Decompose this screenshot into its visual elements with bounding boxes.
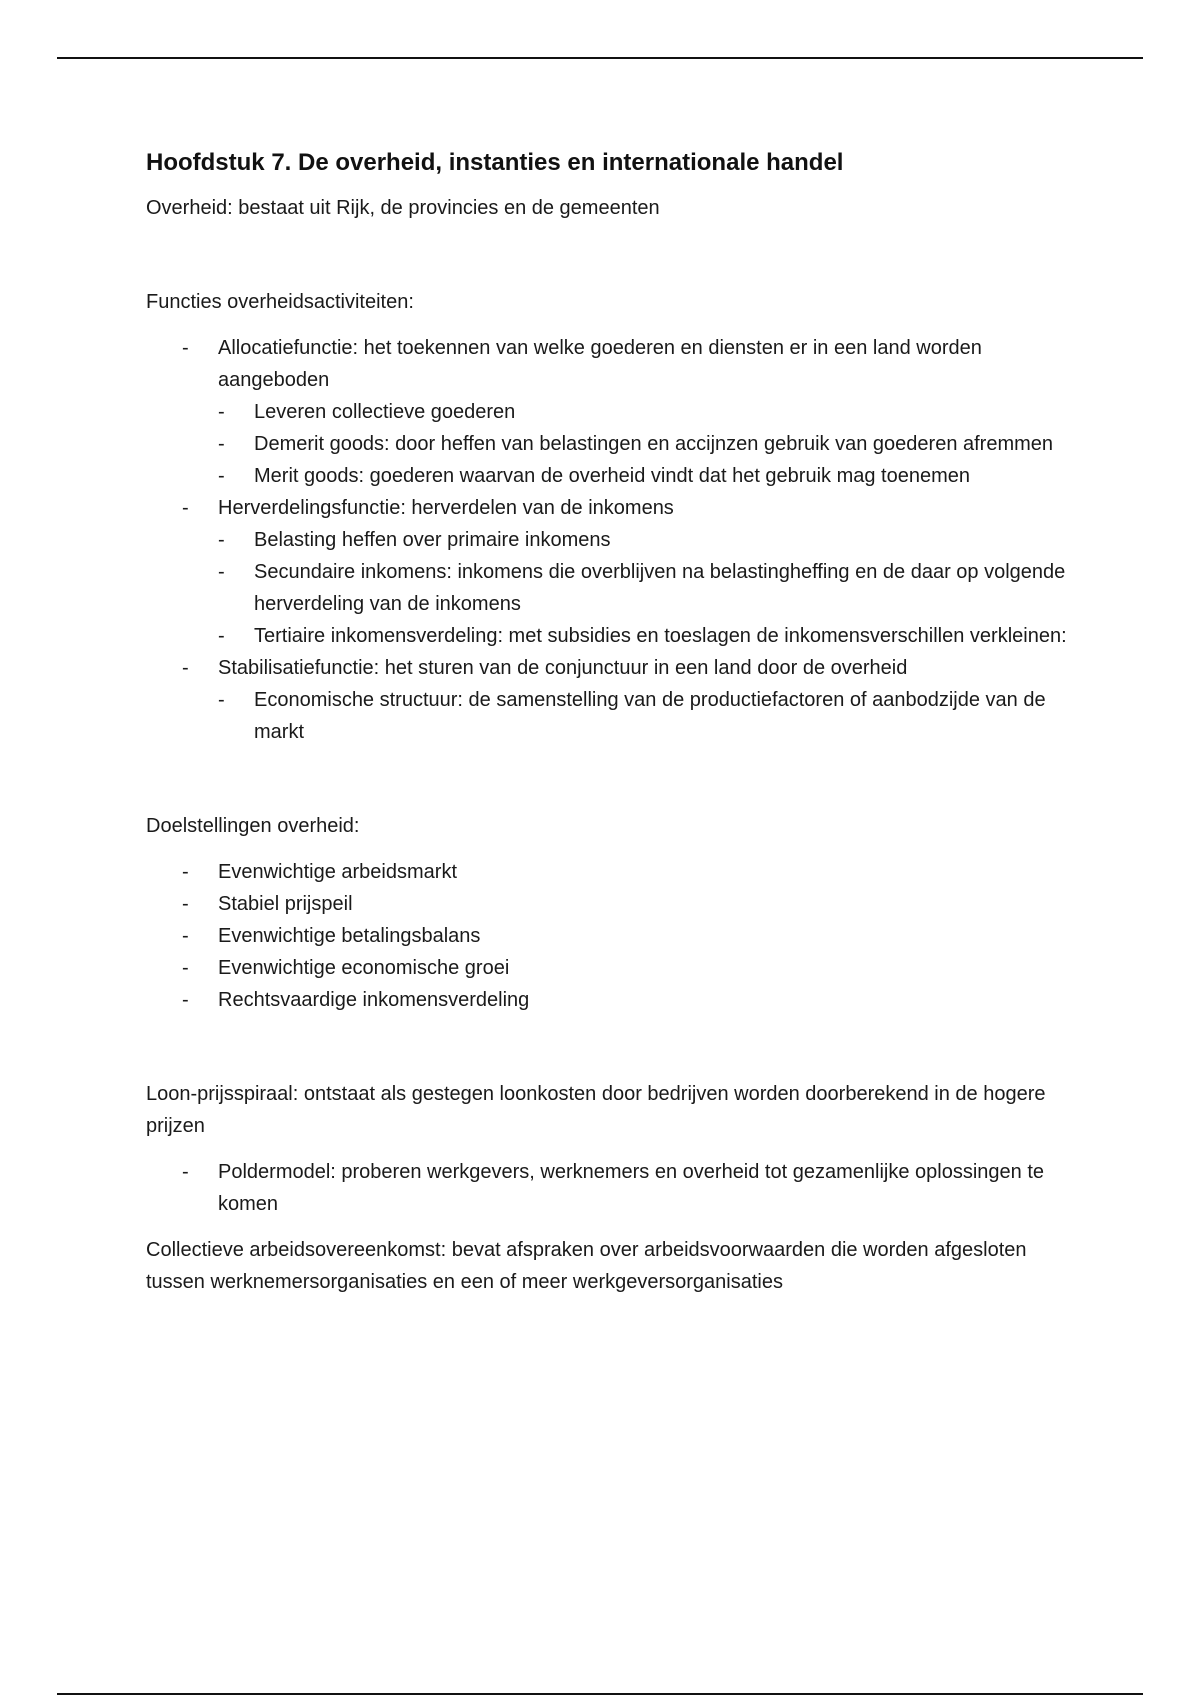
list-item-text: Rechtsvaardige inkomensverdeling xyxy=(218,989,530,1011)
cao-paragraph: Collectieve arbeidsovereenkomst: bevat afspraken over arbeidsvoorwaarden die worden afgesloten tussen werknemersorganisaties en een of meer werkgeversorganisaties xyxy=(146,1239,1027,1293)
sub-list-item-text: Merit goods: goederen waarvan de overheid vindt dat het gebruik mag toenemen xyxy=(254,465,971,487)
sub-list-item xyxy=(218,524,1076,556)
list-item xyxy=(146,332,1076,492)
list-item-text: Allocatiefunctie: het toekennen van welke goederen en diensten er in een land worden aangeboden xyxy=(218,337,982,391)
sub-list-item xyxy=(218,556,1076,620)
list-item-text: Herverdelingsfunctie: herverdelen van de inkomens xyxy=(218,497,674,519)
list-item-text: Stabilisatiefunctie: het sturen van de conjunctuur in een land door de overheid xyxy=(218,657,908,679)
dash-bullet: - xyxy=(218,689,225,711)
sub-list-item-text: Secundaire inkomens: inkomens die overblijven na belastingheffing en de daar op volgende herverdeling van de inkomens xyxy=(254,561,1066,615)
list-item xyxy=(146,888,1076,920)
list-item xyxy=(146,652,1076,748)
list-item-text: Evenwichtige economische groei xyxy=(218,957,510,979)
dash-bullet: - xyxy=(218,529,225,551)
intro-paragraph: Overheid: bestaat uit Rijk, de provincies en de gemeenten xyxy=(146,197,660,219)
list-item-text: Stabiel prijspeil xyxy=(218,893,353,915)
list-item xyxy=(146,920,1076,952)
list-item xyxy=(146,1156,1076,1220)
sub-list-item-text: Economische structuur: de samenstelling van de productiefactoren of aanbodzijde van de markt xyxy=(254,689,1046,743)
list-item-text: Evenwichtige betalingsbalans xyxy=(218,925,481,947)
sub-list-item xyxy=(218,460,1076,492)
dash-bullet: - xyxy=(218,465,225,487)
dash-bullet: - xyxy=(182,497,189,519)
sub-list-item-text: Belasting heffen over primaire inkomens xyxy=(254,529,611,551)
sub-list-item-text: Demerit goods: door heffen van belastingen en accijnzen gebruik van goederen afremmen xyxy=(254,433,1054,455)
page-title: Hoofdstuk 7. De overheid, instanties en internationale handel xyxy=(146,149,844,176)
sub-list xyxy=(218,684,1076,748)
loon-list xyxy=(146,1156,1076,1220)
sub-list-item xyxy=(218,428,1076,460)
sub-list xyxy=(218,524,1076,652)
functies-list xyxy=(146,332,1076,748)
dash-bullet: - xyxy=(182,893,189,915)
sub-list xyxy=(218,396,1076,492)
sub-list-item xyxy=(218,620,1076,652)
document-page xyxy=(146,146,1076,1298)
sub-list-item-text: Tertiaire inkomensverdeling: met subsidies en toeslagen de inkomensverschillen verkleinen: xyxy=(254,625,1067,647)
list-item-text: Poldermodel: proberen werkgevers, werknemers en overheid tot gezamenlijke oplossingen te komen xyxy=(218,1161,1044,1215)
dash-bullet: - xyxy=(182,1161,189,1183)
dash-bullet: - xyxy=(218,561,225,583)
sub-list-item xyxy=(218,396,1076,428)
dash-bullet: - xyxy=(182,989,189,1011)
list-item-text: Evenwichtige arbeidsmarkt xyxy=(218,861,457,883)
list-item xyxy=(146,492,1076,652)
dash-bullet: - xyxy=(182,337,189,359)
doelstellingen-heading: Doelstellingen overheid: xyxy=(146,815,360,837)
dash-bullet: - xyxy=(218,433,225,455)
dash-bullet: - xyxy=(218,401,225,423)
dash-bullet: - xyxy=(218,625,225,647)
list-item xyxy=(146,984,1076,1016)
dash-bullet: - xyxy=(182,925,189,947)
doelstellingen-list xyxy=(146,856,1076,1016)
sub-list-item xyxy=(218,684,1076,748)
functies-heading: Functies overheidsactiviteiten: xyxy=(146,291,414,313)
dash-bullet: - xyxy=(182,657,189,679)
list-item xyxy=(146,856,1076,888)
dash-bullet: - xyxy=(182,861,189,883)
sub-list-item-text: Leveren collectieve goederen xyxy=(254,401,516,423)
loon-prijsspiraal-paragraph: Loon-prijsspiraal: ontstaat als gestegen loonkosten door bedrijven worden doorberekend in de hogere prijzen xyxy=(146,1083,1046,1137)
header-rule xyxy=(57,57,1143,59)
footer-rule xyxy=(57,1693,1143,1695)
dash-bullet: - xyxy=(182,957,189,979)
list-item xyxy=(146,952,1076,984)
